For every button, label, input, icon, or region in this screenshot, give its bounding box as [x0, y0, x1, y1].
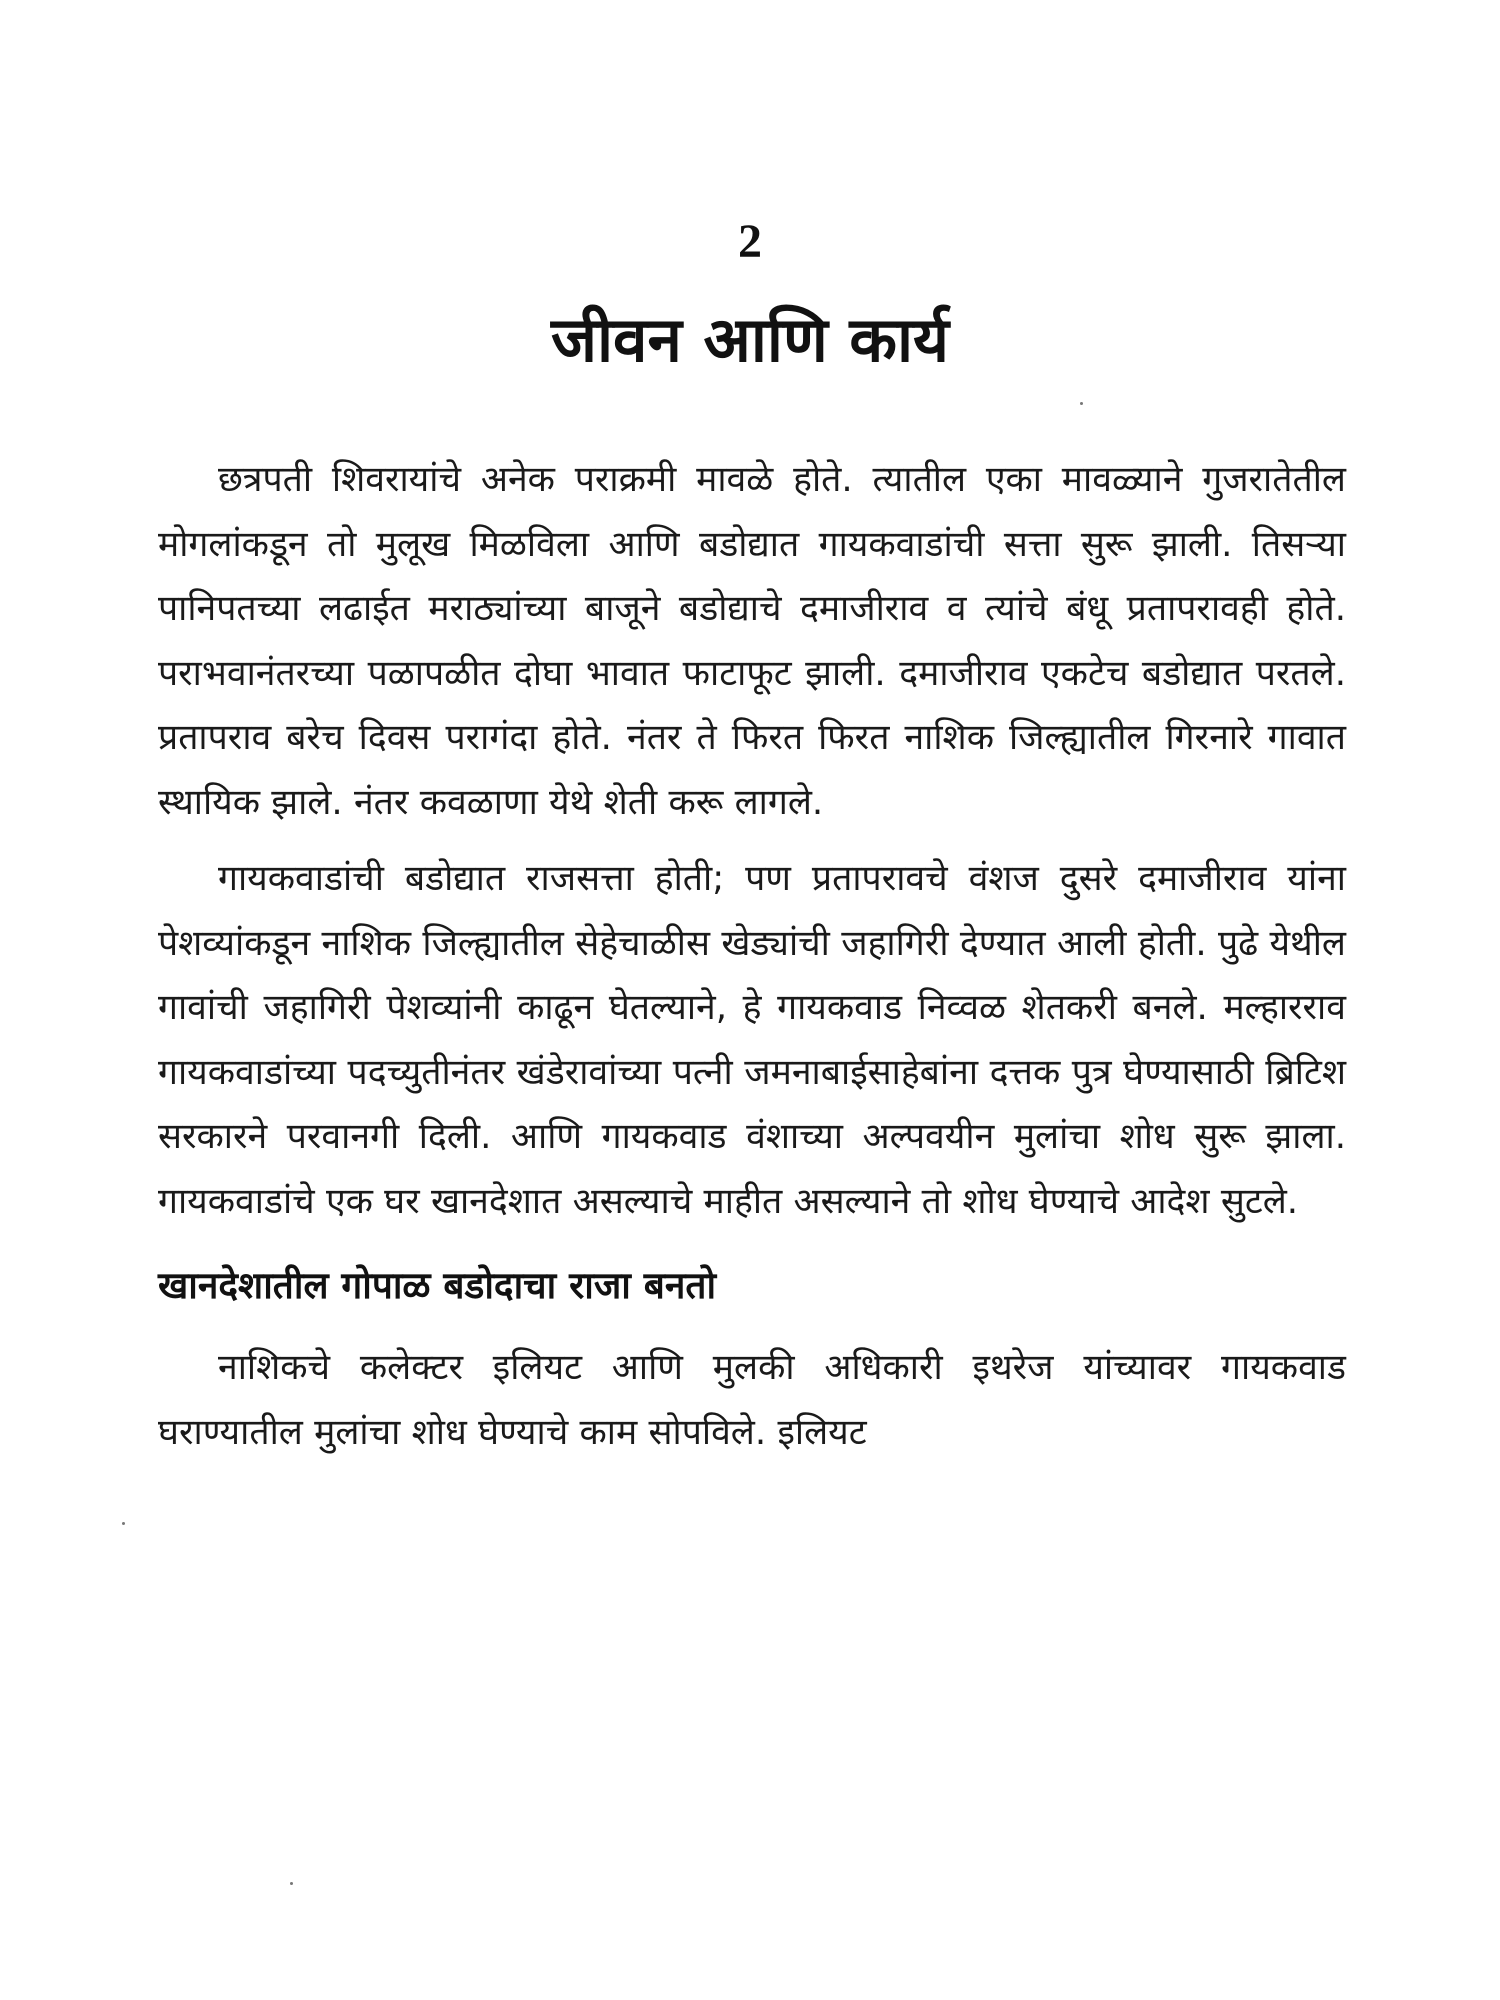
chapter-number: 2: [738, 215, 762, 268]
page-body: [158, 448, 1346, 1465]
section-heading: खानदेशातील गोपाळ बडोदाचा राजा बनतो: [158, 1264, 717, 1307]
paragraph-2: गायकवाडांची बडोद्यात राजसत्ता होती; पण प्रतापरावचे वंशज दुसरे दमाजीराव यांना पेशव्यांकडून नाशिक जिल्ह्यातील सेहेचाळीस खेड्यांची जहागिरी देण्यात आली होती. पुढे येथील गावांची जहागिरी पेशव्यांनी काढून घेतल्याने, हे गायकवाड निव्वळ शेतकरी बनले. मल्हारराव गायकवाडांच्या पदच्युतीनंतर खंडेरावांच्या पत्नी जमनाबाईसाहेबांना दत्तक पुत्र घेण्यासाठी ब्रिटिश सरकारने परवानगी दिली. आणि गायकवाड वंशाच्या अल्पवयीन मुलांचा शोध सुरू झाला. गायकवाडांचे एक घर खानदेशात असल्याचे माहीत असल्याने तो शोध घेण्याचे आदेश सुटले.: [158, 858, 1346, 1222]
scan-speck: [290, 1882, 293, 1885]
paragraph-1: छत्रपती शिवरायांचे अनेक पराक्रमी मावळे होते. त्यातील एका मावळ्याने गुजरातेतील मोगलांकडून तो मुलूख मिळविला आणि बडोद्यात गायकवाडांची सत्ता सुरू झाली. तिसऱ्या पानिपतच्या लढाईत मराठ्यांच्या बाजूने बडोद्याचे दमाजीराव व त्यांचे बंधू प्रतापरावही होते. पराभवानंतरच्या पळापळीत दोघा भावात फाटाफूट झाली. दमाजीराव एकटेच बडोद्यात परतले. प्रतापराव बरेच दिवस परागंदा होते. नंतर ते फिरत फिरत नाशिक जिल्ह्यातील गिरनारे गावात स्थायिक झाले. नंतर कवळाणा येथे शेती करू लागले.: [158, 459, 1346, 823]
scan-speck: [1080, 402, 1083, 405]
scan-speck: [122, 1522, 125, 1525]
chapter-title: जीवन आणि कार्य: [551, 303, 949, 376]
paragraph-3: नाशिकचे कलेक्टर इलियट आणि मुलकी अधिकारी इथरेज यांच्यावर गायकवाड घराण्यातील मुलांचा शोध घेण्याचे काम सोपविले. इलियट: [158, 1347, 1346, 1453]
